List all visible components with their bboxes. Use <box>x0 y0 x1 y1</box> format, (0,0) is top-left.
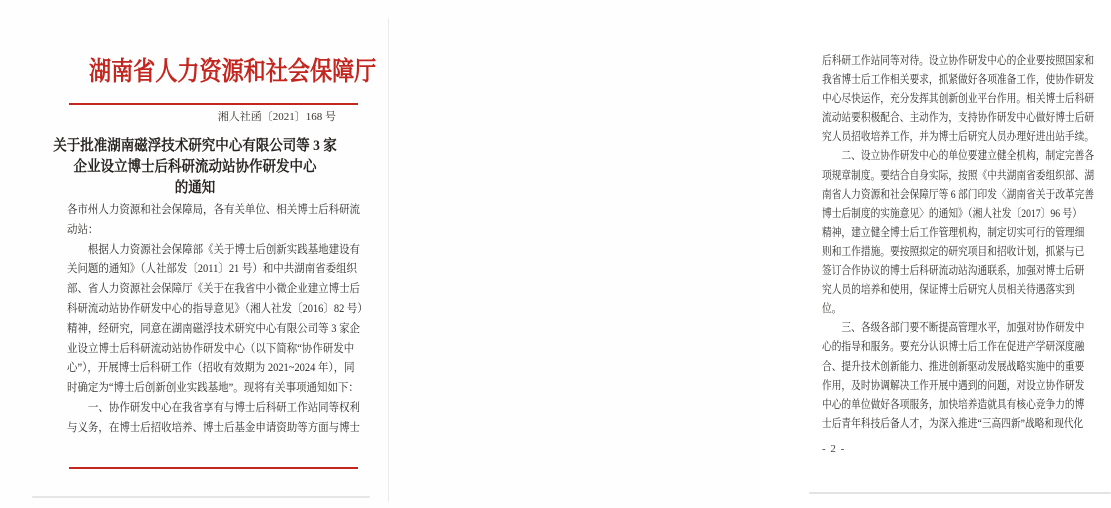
text-line: 签订合作协议的博士后科研流动站沟通联系，加强对博士后研 <box>822 265 1085 278</box>
text-line: 根据人力资源社会保障部《关于博士后创新实践基地建设有 <box>67 243 361 256</box>
text-line: 各市州人力资源和社会保障局，各有关单位、相关博士后科研流 <box>67 204 361 216</box>
text-line: 动站： <box>67 223 99 236</box>
text-line: 中心尽快运作，充分发挥其创新创业平台作用。相关博士后科研 <box>822 93 1095 106</box>
text-line: 部、省人力资源社会保障厅《关于在我省中小微企业建立博士后 <box>67 283 361 296</box>
page-1-body-text <box>67 201 368 439</box>
text-line: 项规章制度。要结合自身实际，按照《中共湖南省委组织部、湖 <box>822 169 1095 182</box>
page-1-bottom-edge <box>32 496 370 498</box>
text-line: 心的指导和服务。要充分认识博士后工作在促进产学研深度融 <box>822 341 1085 354</box>
text-line: 的通知 <box>174 180 216 196</box>
text-line: 三、各级各部门要不断提高管理水平，加强对协作研发中 <box>822 322 1085 335</box>
text-line: 与义务，在博士后招收培养、博士后基金申请资助等方面与博士 <box>67 421 361 434</box>
text-line: 时确定为“博士后创新创业实践基地”。现将有关事项通知如下： <box>67 382 359 395</box>
text-line: 二、设立协作研发中心的单位要建立健全机构，制定完善各 <box>822 150 1095 163</box>
text-line: 我省博士后工作相关要求，抓紧做好各项准备工作，使协作研发 <box>822 74 1095 87</box>
text-line: 精神，建立健全博士后工作管理机构，制定切实可行的管理细 <box>822 226 1085 239</box>
page-2-body-text <box>822 52 1094 434</box>
notice-title <box>47 136 344 199</box>
text-line: 后科研工作站同等对待。设立协作研发中心的企业要按照国家和 <box>822 55 1095 67</box>
text-line: 究人员的培养和使用，保证博士后研究人员相关待遇落实到 <box>822 284 1075 297</box>
text-line: 一、协作研发中心在我省享有与博士后科研工作站同等权利 <box>67 401 361 414</box>
text-line: 企业设立博士后科研流动站协作研发中心 <box>73 159 317 175</box>
text-line: 中心的单位做好各项服务，加快培养造就具有核心竞争力的博 <box>822 398 1085 411</box>
text-line: 博士后制度的实施意见〉的通知》（湘人社发〔2017〕96 号） <box>822 207 1082 220</box>
text-line: 心”），开展博士后科研工作（招收有效期为 2021~2024 年），同 <box>67 362 355 375</box>
text-line: 科研流动站协作研发中心的指导意见》（湘人社发〔2016〕82 号） <box>67 302 368 315</box>
text-line: 位。 <box>822 303 842 316</box>
text-line: 作用，及时协调解决工作开展中遇到的问题，对设立协作研发 <box>822 379 1085 392</box>
text-line: 南省人力资源和社会保障厅等 6 部门印发〈湖南省关于改革完善 <box>822 188 1095 201</box>
text-line: 则和工作措施。要按照拟定的研究项目和招收计划，抓紧与已 <box>822 245 1085 258</box>
letterhead-rule <box>69 103 358 105</box>
text-line: 业设立博士后科研流动站协作研发中心（以下简称“协作研发中 <box>67 342 355 355</box>
document-page-1 <box>0 0 389 508</box>
letterhead-title: 湖南省人力资源和社会保障厅 <box>88 57 377 86</box>
footer-rule <box>69 467 358 469</box>
text-line: 关问题的通知》（人社部发〔2011〕21 号）和中共湖南省委组织 <box>67 263 358 276</box>
text-line: 流动站要积极配合、主动作为，支持协作研发中心做好博士后研 <box>822 112 1095 125</box>
text-line: 究人员招收培养工作，并为博士后研究人员办理好进出站手续。 <box>822 131 1095 144</box>
text-line: 士后青年科技后备人才，为深入推进“三高四新”战略和现代化 <box>822 417 1084 430</box>
document-number: 湘人社函〔2021〕168 号 <box>217 111 336 123</box>
text-line: 关于批准湖南磁浮技术研究中心有限公司等 3 家 <box>53 138 337 154</box>
text-line: 合、提升技术创新能力、推进创新驱动发展战略实施中的重要 <box>822 360 1085 373</box>
text-line: 精神，经研究，同意在湖南磁浮技术研究中心有限公司等 3 家企 <box>67 322 361 335</box>
page-2-bottom-edge <box>809 492 1111 494</box>
document-page-2 <box>389 0 1095 508</box>
page-number: - 2 - <box>822 443 846 455</box>
